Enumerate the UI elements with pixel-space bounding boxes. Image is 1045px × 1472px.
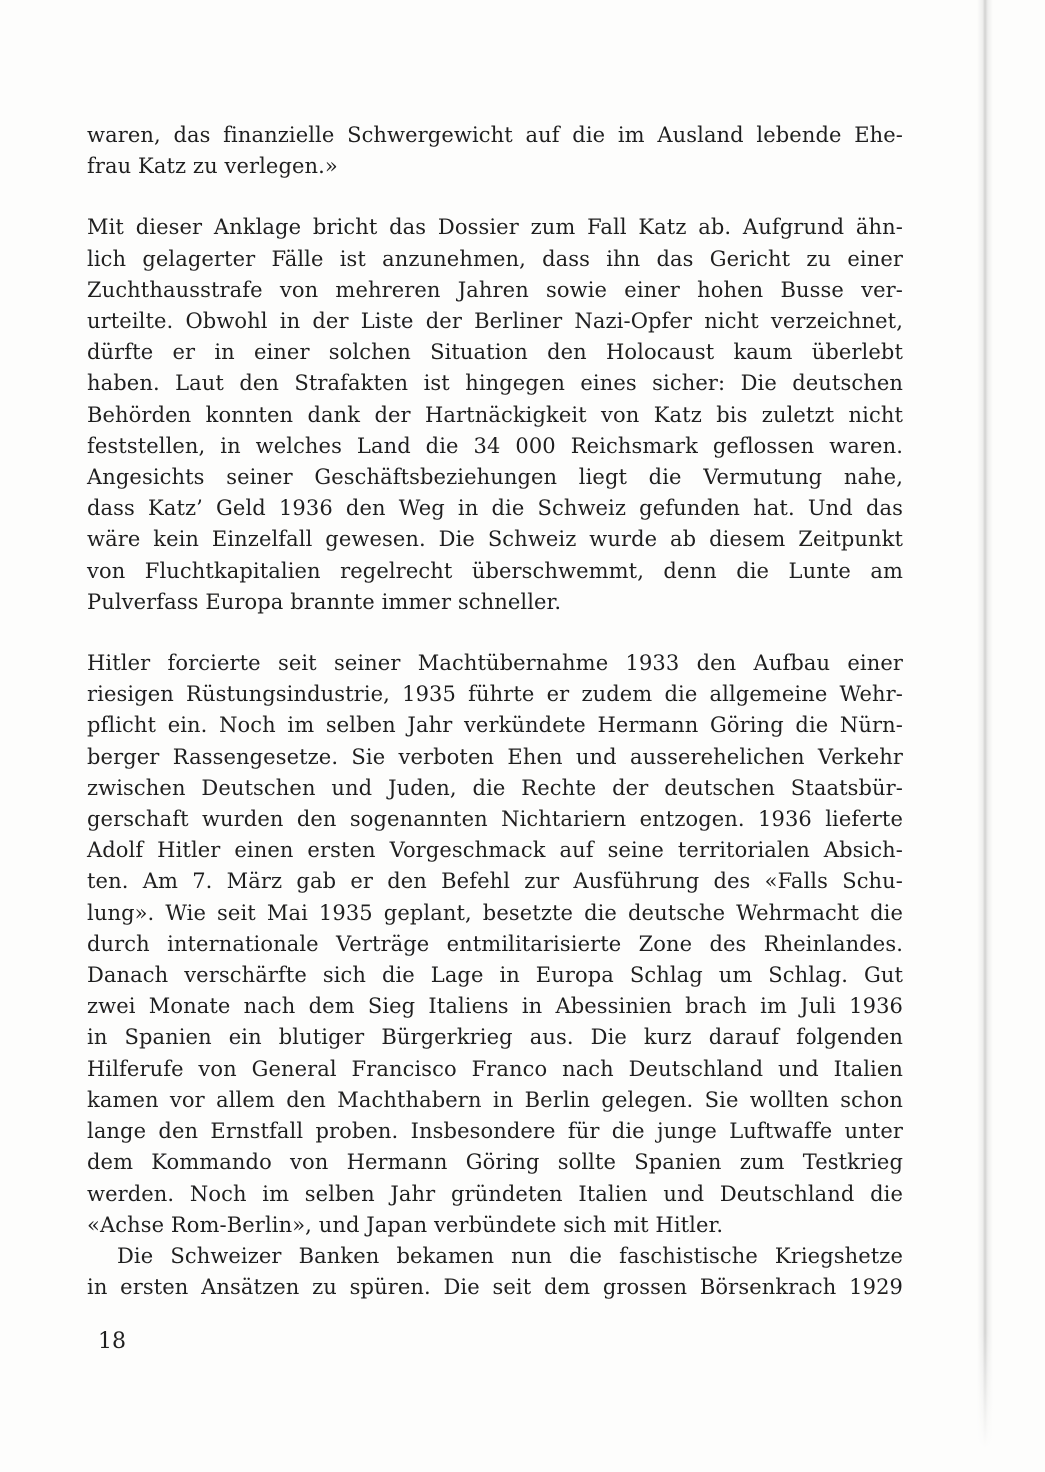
- text-line: Zuchthausstrafe von mehreren Jahren sowie einer hohen Busse ver-: [87, 277, 903, 302]
- text-line: Behörden konnten dank der Hartnäckigkeit von Katz bis zuletzt nicht: [87, 402, 903, 427]
- text-line: dürfte er in einer solchen Situation den Holocaust kaum überlebt: [87, 340, 903, 365]
- text-line: gerschaft wurden den sogenannten Nichtariern entzogen. 1936 lieferte: [87, 807, 903, 832]
- text-line: Die Schweizer Banken bekamen nun die faschistische Kriegshetze: [117, 1243, 903, 1268]
- text-block: [87, 120, 903, 1303]
- paragraph: [87, 1241, 903, 1303]
- text-line: werden. Noch im selben Jahr gründeten Italien und Deutschland die: [87, 1181, 903, 1206]
- text-line: berger Rassengesetze. Sie verboten Ehen und ausserehelichen Verkehr: [87, 744, 903, 769]
- text-line: Danach verschärfte sich die Lage in Europa Schlag um Schlag. Gut: [87, 963, 903, 988]
- text-line: Angesichts seiner Geschäftsbeziehungen liegt die Vermutung nahe,: [87, 465, 903, 490]
- page-number: 18: [98, 1329, 126, 1354]
- text-line: lich gelagerter Fälle ist anzunehmen, dass ihn das Gericht zu einer: [87, 246, 903, 271]
- paragraph: [87, 212, 903, 618]
- text-line: frau Katz zu verlegen.»: [87, 154, 338, 179]
- text-line: feststellen, in welches Land die 34 000 Reichsmark geflossen waren.: [87, 433, 903, 458]
- text-line: urteilte. Obwohl in der Liste der Berliner Nazi-Opfer nicht verzeichnet,: [87, 309, 903, 334]
- text-line: haben. Laut den Strafakten ist hingegen eines sicher: Die deutschen: [87, 371, 903, 396]
- text-line: lange den Ernstfall proben. Insbesondere für die junge Luftwaffe unter: [87, 1119, 903, 1144]
- text-line: in ersten Ansätzen zu spüren. Die seit dem grossen Börsenkrach 1929: [87, 1275, 903, 1300]
- text-line: waren, das finanzielle Schwergewicht auf die im Ausland lebende Ehe-: [87, 123, 903, 147]
- text-line: Pulverfass Europa brannte immer schneller.: [87, 589, 562, 614]
- text-line: durch internationale Verträge entmilitarisierte Zone des Rheinlandes.: [87, 931, 903, 956]
- text-line: zwei Monate nach dem Sieg Italiens in Abessinien brach im Juli 1936: [87, 994, 903, 1019]
- text-line: Mit dieser Anklage bricht das Dossier zum Fall Katz ab. Aufgrund ähn-: [87, 215, 903, 240]
- text-line: pflicht ein. Noch im selben Jahr verkündete Hermann Göring die Nürn-: [87, 713, 903, 738]
- text-line: Adolf Hitler einen ersten Vorgeschmack auf seine territorialen Absich-: [87, 838, 903, 863]
- text-line: «Achse Rom-Berlin», und Japan verbündete sich mit Hitler.: [87, 1212, 724, 1237]
- text-line: ten. Am 7. März gab er den Befehl zur Ausführung des «Falls Schu-: [87, 869, 903, 894]
- text-line: lung». Wie seit Mai 1935 geplant, besetzte die deutsche Wehrmacht die: [87, 900, 903, 925]
- text-line: Hitler forcierte seit seiner Machtübernahme 1933 den Aufbau einer: [87, 651, 903, 676]
- text-line: kamen vor allem den Machthabern in Berlin gelegen. Sie wollten schon: [87, 1087, 903, 1112]
- text-line: von Fluchtkapitalien regelrecht überschwemmt, denn die Lunte am: [87, 558, 903, 583]
- text-line: in Spanien ein blutiger Bürgerkrieg aus. Die kurz darauf folgenden: [87, 1025, 903, 1050]
- text-line: riesigen Rüstungsindustrie, 1935 führte er zudem die allgemeine Wehr-: [87, 682, 903, 707]
- text-line: zwischen Deutschen und Juden, die Rechte der deutschen Staatsbür-: [87, 775, 903, 800]
- text-line: dass Katz’ Geld 1936 den Weg in die Schweiz gefunden hat. Und das: [87, 496, 903, 521]
- text-line: wäre kein Einzelfall gewesen. Die Schweiz wurde ab diesem Zeitpunkt: [87, 527, 903, 552]
- text-line: dem Kommando von Hermann Göring sollte Spanien zum Testkrieg: [87, 1150, 903, 1175]
- paragraph: [87, 120, 903, 182]
- paragraph: [87, 648, 903, 1241]
- text-line: Hilferufe von General Francisco Franco nach Deutschland und Italien: [87, 1056, 903, 1081]
- page-edge-shadow: [977, 0, 993, 1448]
